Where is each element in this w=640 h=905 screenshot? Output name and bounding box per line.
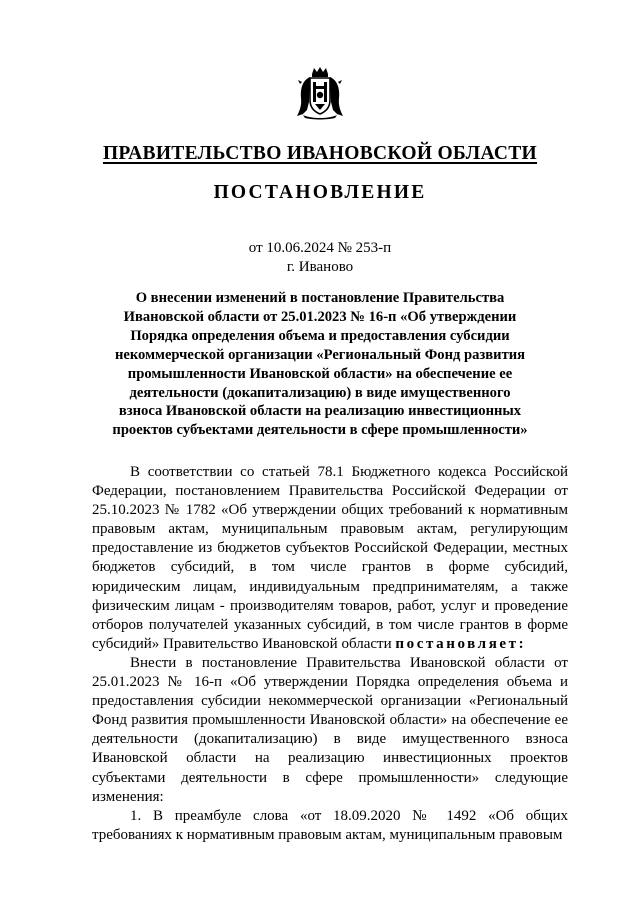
document-body (92, 463, 568, 845)
preamble-text: В соответствии со статьей 78.1 Бюджетного кодекса Российской Федерации, постановлением Правительства Российской Федерации от 25.10.2023 № 1782 «Об утверждении общих требований к нормативным правовым актам, муниципальным правовым актам, регулирующим предоставление из бюджетов субъектов Российской Федерации, местных бюджетов субсидий, в том числе грантов в форме субсидий, юридическим лицам, индивидуальным предпринимателям, а также физическим лицам - производителям товаров, работ, услуг и проведение отборов получателей указанных субсидий, в том числе грантов в форме субсидий» Правительство Ивановской области (92, 464, 568, 652)
decree-word: постановляет: (395, 635, 527, 652)
amendment-intro-paragraph: Внести в постановление Правительства Ивановской области от 25.01.2023 № 16-п «Об утверждении Порядка определения объема и предоставления субсидии некоммерческой организации «Региональный Фонд развития промышленности Ивановской области» на обеспечение ее деятельности (докапитализацию) в виде имущественного взноса Ивановской области на реализацию инвестиционных проектов субъектами деятельности в сфере промышленности» следующие изменения: (92, 654, 568, 805)
document-date-number: от 10.06.2024 № 253-п (248, 240, 392, 256)
government-name: ПРАВИТЕЛЬСТВО ИВАНОВСКОЙ ОБЛАСТИ (102, 143, 538, 164)
document-subject: О внесении изменений в постановление Правительства Ивановской области от 25.01.2023 № 16-п «Об утверждении Порядка определения объема и предоставления субсидии некоммерческой организации «Региональный Фонд развития промышленности Ивановской области» на обеспечение ее деятельности (докапитализацию) в виде имущественного взноса Ивановской области на реализацию инвестиционных проектов субъектами деятельности в сфере промышленности» (112, 290, 528, 439)
document-type-heading: ПОСТАНОВЛЕНИЕ (213, 182, 427, 203)
ivanovo-coat-of-arms-icon (297, 66, 343, 120)
document-city: г. Иваново (286, 259, 354, 275)
preamble-paragraph (92, 463, 568, 654)
amendment-item-1: 1. В преамбуле слова «от 18.09.2020 № 1492 «Об общих требованиях к нормативным правовым актам, муниципальным правовым (92, 807, 568, 843)
